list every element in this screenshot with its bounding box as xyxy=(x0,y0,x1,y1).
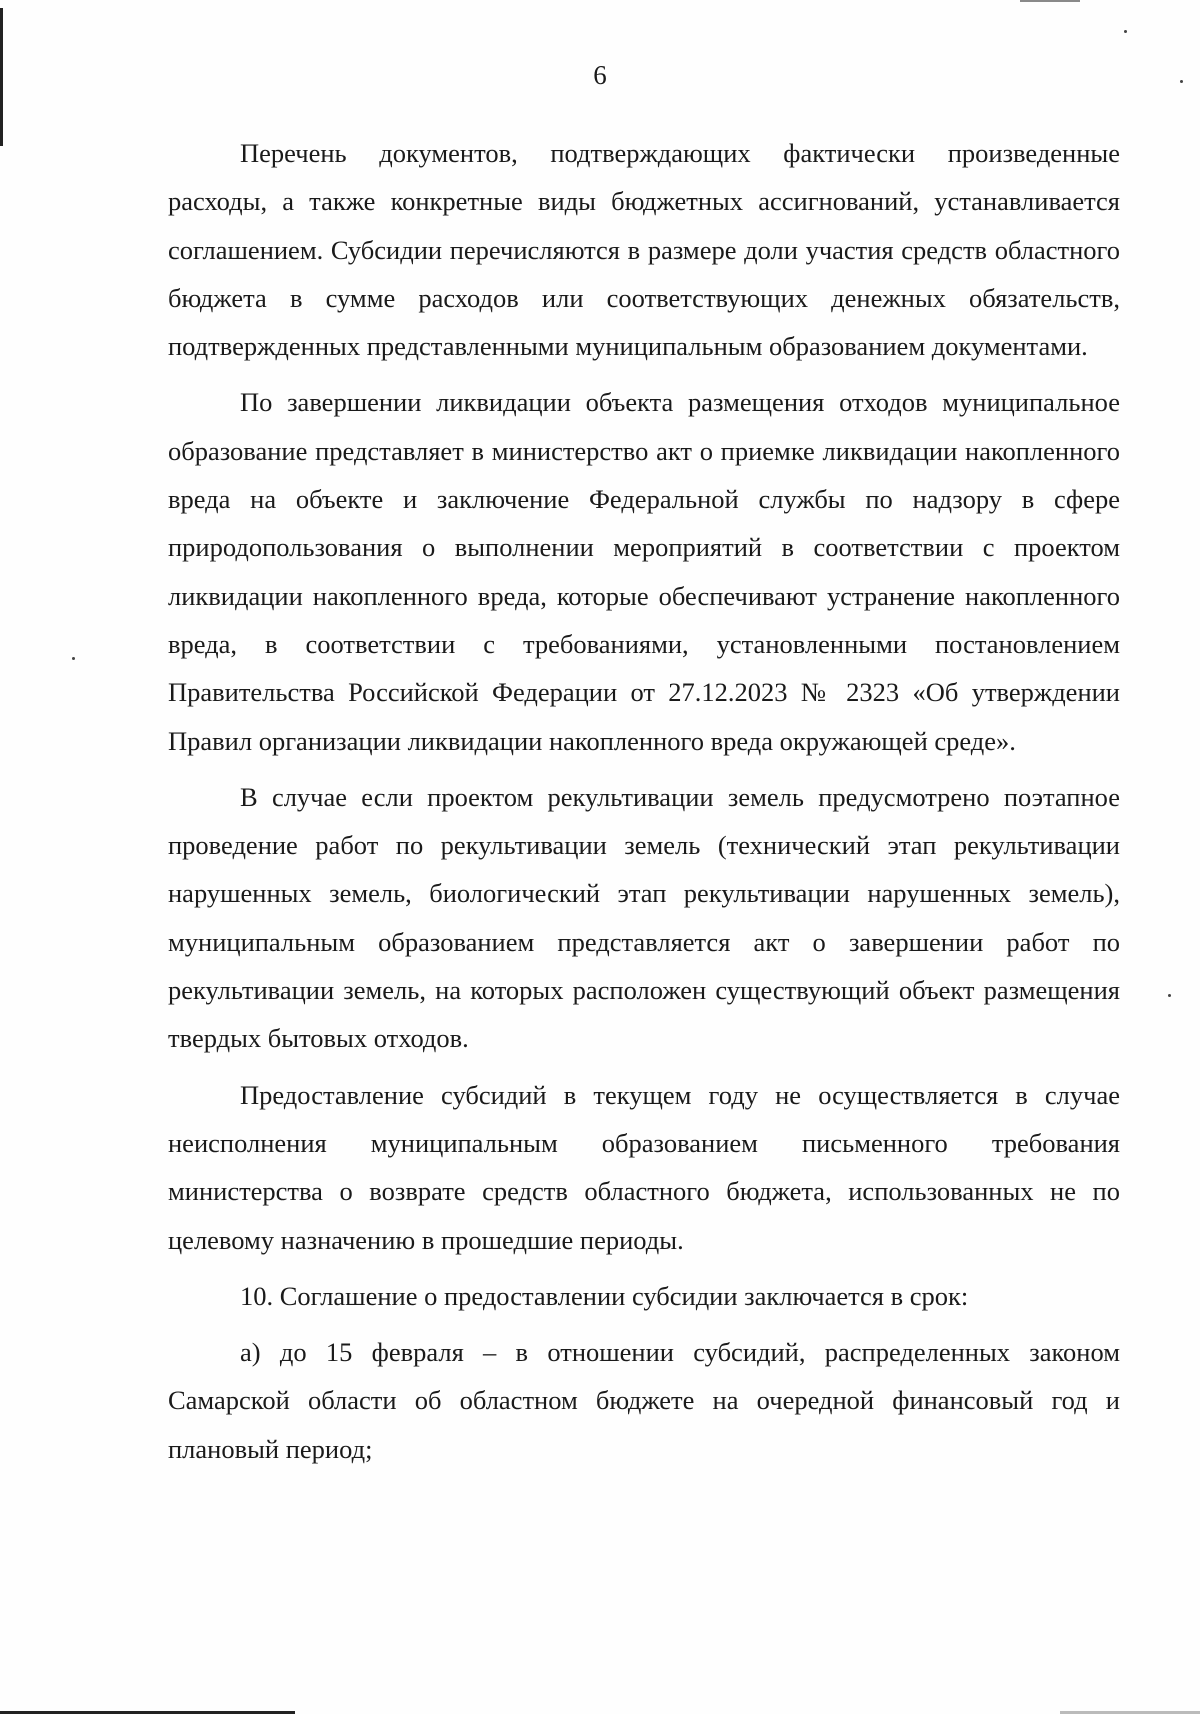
paragraph: Перечень документов, подтверждающих фактически произведенные расходы, а также конкретные виды бюджетных ассигнований, устанавливается соглашением. Субсидии перечисляются в размере доли участия средств областного бюджета в сумме расходов или соответствующих денежных обязательств, подтвержденных представленными муниципальным образованием документами. xyxy=(168,138,1120,362)
page-number: 6 xyxy=(593,60,607,90)
paragraph: 10. Соглашение о предоставлении субсидии заключается в срок: xyxy=(240,1280,969,1311)
scan-speck xyxy=(72,657,75,660)
scan-edge-mark-top xyxy=(1020,0,1080,2)
scan-speck xyxy=(1168,994,1171,997)
paragraph: Предоставление субсидий в текущем году не осуществляется в случае неисполнения муниципальным образованием письменного требования министерства о возврате средств областного бюджета, использованных не по целевому назначению в прошедшие периоды. xyxy=(168,1079,1120,1255)
paragraph: По завершении ликвидации объекта размещения отходов муниципальное образование представляет в министерство акт о приемке ликвидации накопленного вреда на объекте и заключение Федеральной службы по надзору в сфере природопользования о выполнении мероприятий в соответствии с проектом ликвидации накопленного вреда, которые обеспечивают устранение накопленного вреда, в соответствии с требованиями, установленными постановлением Правительства Российской Федерации от 27.12.2023 № 2323 «Об утверждении Правил организации ликвидации накопленного вреда окружающей среде». xyxy=(168,387,1120,756)
paragraph: а) до 15 февраля – в отношении субсидий, распределенных законом Самарской области об областном бюджете на очередной финансовый год и плановый период; xyxy=(168,1337,1120,1464)
paragraph: В случае если проектом рекультивации земель предусмотрено поэтапное проведение работ по рекультивации земель (технический этап рекультивации нарушенных земель, биологический этап рекультивации нарушенных земель), муниципальным образованием представляется акт о завершении работ по рекультивации земель, на которых расположен существующий объект размещения твердых бытовых отходов. xyxy=(168,781,1120,1054)
scan-speck xyxy=(1124,30,1127,33)
document-body xyxy=(168,129,1120,1473)
